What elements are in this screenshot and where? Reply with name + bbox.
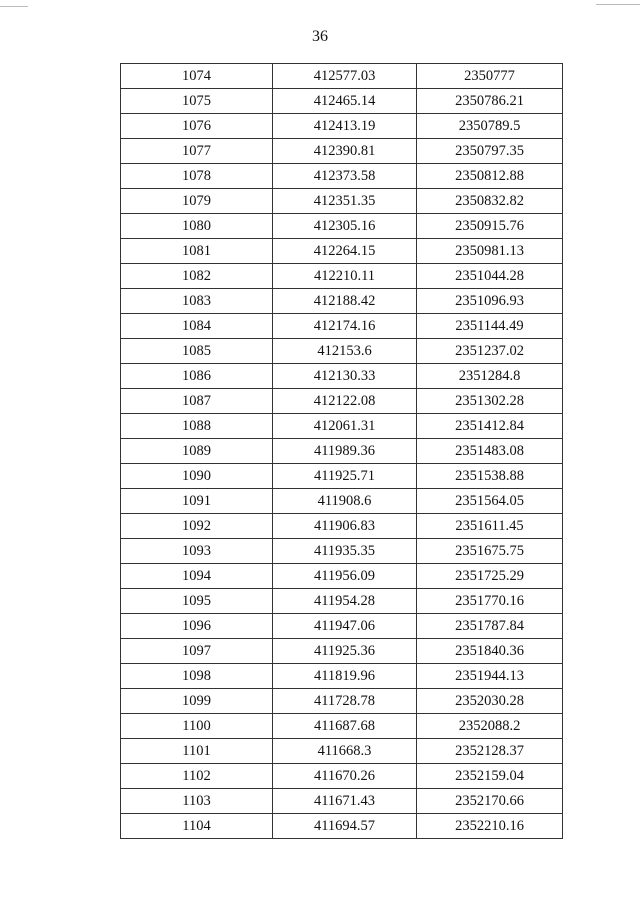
- point-number-cell: 1080: [121, 214, 273, 239]
- table-row: [121, 164, 563, 189]
- y-coordinate-cell: 2350777: [417, 64, 563, 89]
- point-number-cell: 1075: [121, 89, 273, 114]
- x-coordinate-cell: 411694.57: [273, 814, 417, 839]
- point-number-cell: 1104: [121, 814, 273, 839]
- point-number-cell: 1092: [121, 514, 273, 539]
- x-coordinate-cell: 412130.33: [273, 364, 417, 389]
- y-coordinate-cell: 2352170.66: [417, 789, 563, 814]
- point-number-cell: 1077: [121, 139, 273, 164]
- x-coordinate-cell: 412351.35: [273, 189, 417, 214]
- x-coordinate-cell: 412465.14: [273, 89, 417, 114]
- point-number-cell: 1102: [121, 764, 273, 789]
- point-number-cell: 1081: [121, 239, 273, 264]
- table-row: [121, 664, 563, 689]
- table-row: [121, 189, 563, 214]
- y-coordinate-cell: 2352210.16: [417, 814, 563, 839]
- x-coordinate-cell: 411668.3: [273, 739, 417, 764]
- y-coordinate-cell: 2351144.49: [417, 314, 563, 339]
- x-coordinate-cell: 411687.68: [273, 714, 417, 739]
- point-number-cell: 1082: [121, 264, 273, 289]
- table-row: [121, 564, 563, 589]
- table-row: [121, 714, 563, 739]
- x-coordinate-cell: 412174.16: [273, 314, 417, 339]
- table-row: [121, 139, 563, 164]
- point-number-cell: 1084: [121, 314, 273, 339]
- point-number-cell: 1094: [121, 564, 273, 589]
- table-row: [121, 114, 563, 139]
- point-number-cell: 1093: [121, 539, 273, 564]
- y-coordinate-cell: 2351675.75: [417, 539, 563, 564]
- y-coordinate-cell: 2352159.04: [417, 764, 563, 789]
- y-coordinate-cell: 2350786.21: [417, 89, 563, 114]
- y-coordinate-cell: 2351611.45: [417, 514, 563, 539]
- y-coordinate-cell: 2350832.82: [417, 189, 563, 214]
- y-coordinate-cell: 2351787.84: [417, 614, 563, 639]
- x-coordinate-cell: 412153.6: [273, 339, 417, 364]
- coordinates-table: [120, 63, 563, 839]
- x-coordinate-cell: 411925.36: [273, 639, 417, 664]
- x-coordinate-cell: 412577.03: [273, 64, 417, 89]
- x-coordinate-cell: 412210.11: [273, 264, 417, 289]
- table-row: [121, 414, 563, 439]
- table-row: [121, 739, 563, 764]
- table-row: [121, 464, 563, 489]
- point-number-cell: 1095: [121, 589, 273, 614]
- table-row: [121, 789, 563, 814]
- y-coordinate-cell: 2350797.35: [417, 139, 563, 164]
- point-number-cell: 1099: [121, 689, 273, 714]
- x-coordinate-cell: 411670.26: [273, 764, 417, 789]
- x-coordinate-cell: 412061.31: [273, 414, 417, 439]
- point-number-cell: 1088: [121, 414, 273, 439]
- y-coordinate-cell: 2350789.5: [417, 114, 563, 139]
- table-row: [121, 764, 563, 789]
- y-coordinate-cell: 2351302.28: [417, 389, 563, 414]
- coordinates-table-body: [121, 64, 563, 839]
- x-coordinate-cell: 411947.06: [273, 614, 417, 639]
- x-coordinate-cell: 412264.15: [273, 239, 417, 264]
- x-coordinate-cell: 411989.36: [273, 439, 417, 464]
- scan-edge-mark-top-left: [0, 6, 28, 7]
- table-row: [121, 689, 563, 714]
- point-number-cell: 1090: [121, 464, 273, 489]
- y-coordinate-cell: 2352030.28: [417, 689, 563, 714]
- x-coordinate-cell: 412413.19: [273, 114, 417, 139]
- x-coordinate-cell: 412305.16: [273, 214, 417, 239]
- point-number-cell: 1096: [121, 614, 273, 639]
- y-coordinate-cell: 2351284.8: [417, 364, 563, 389]
- x-coordinate-cell: 411819.96: [273, 664, 417, 689]
- table-row: [121, 239, 563, 264]
- y-coordinate-cell: 2350981.13: [417, 239, 563, 264]
- point-number-cell: 1097: [121, 639, 273, 664]
- point-number-cell: 1089: [121, 439, 273, 464]
- table-row: [121, 614, 563, 639]
- x-coordinate-cell: 411908.6: [273, 489, 417, 514]
- table-row: [121, 314, 563, 339]
- y-coordinate-cell: 2351237.02: [417, 339, 563, 364]
- table-row: [121, 814, 563, 839]
- point-number-cell: 1103: [121, 789, 273, 814]
- table-row: [121, 389, 563, 414]
- table-row: [121, 364, 563, 389]
- point-number-cell: 1098: [121, 664, 273, 689]
- table-row: [121, 214, 563, 239]
- point-number-cell: 1079: [121, 189, 273, 214]
- x-coordinate-cell: 412390.81: [273, 139, 417, 164]
- x-coordinate-cell: 412188.42: [273, 289, 417, 314]
- y-coordinate-cell: 2350915.76: [417, 214, 563, 239]
- y-coordinate-cell: 2351725.29: [417, 564, 563, 589]
- table-row: [121, 264, 563, 289]
- x-coordinate-cell: 412122.08: [273, 389, 417, 414]
- y-coordinate-cell: 2351044.28: [417, 264, 563, 289]
- scan-edge-mark-top-right: [596, 4, 640, 5]
- table-row: [121, 589, 563, 614]
- table-row: [121, 514, 563, 539]
- table-row: [121, 639, 563, 664]
- y-coordinate-cell: 2350812.88: [417, 164, 563, 189]
- y-coordinate-cell: 2351412.84: [417, 414, 563, 439]
- table-row: [121, 289, 563, 314]
- x-coordinate-cell: 411728.78: [273, 689, 417, 714]
- y-coordinate-cell: 2352088.2: [417, 714, 563, 739]
- point-number-cell: 1074: [121, 64, 273, 89]
- point-number-cell: 1078: [121, 164, 273, 189]
- point-number-cell: 1100: [121, 714, 273, 739]
- table-row: [121, 339, 563, 364]
- x-coordinate-cell: 411671.43: [273, 789, 417, 814]
- x-coordinate-cell: 411954.28: [273, 589, 417, 614]
- point-number-cell: 1087: [121, 389, 273, 414]
- point-number-cell: 1083: [121, 289, 273, 314]
- y-coordinate-cell: 2351564.05: [417, 489, 563, 514]
- point-number-cell: 1101: [121, 739, 273, 764]
- point-number-cell: 1091: [121, 489, 273, 514]
- y-coordinate-cell: 2351770.16: [417, 589, 563, 614]
- y-coordinate-cell: 2351538.88: [417, 464, 563, 489]
- x-coordinate-cell: 412373.58: [273, 164, 417, 189]
- y-coordinate-cell: 2351840.36: [417, 639, 563, 664]
- table-row: [121, 64, 563, 89]
- table-row: [121, 539, 563, 564]
- x-coordinate-cell: 411906.83: [273, 514, 417, 539]
- table-row: [121, 489, 563, 514]
- table-row: [121, 89, 563, 114]
- point-number-cell: 1076: [121, 114, 273, 139]
- table-row: [121, 439, 563, 464]
- y-coordinate-cell: 2351944.13: [417, 664, 563, 689]
- x-coordinate-cell: 411956.09: [273, 564, 417, 589]
- point-number-cell: 1086: [121, 364, 273, 389]
- x-coordinate-cell: 411935.35: [273, 539, 417, 564]
- y-coordinate-cell: 2351483.08: [417, 439, 563, 464]
- page-number: 36: [312, 28, 328, 45]
- y-coordinate-cell: 2352128.37: [417, 739, 563, 764]
- x-coordinate-cell: 411925.71: [273, 464, 417, 489]
- point-number-cell: 1085: [121, 339, 273, 364]
- y-coordinate-cell: 2351096.93: [417, 289, 563, 314]
